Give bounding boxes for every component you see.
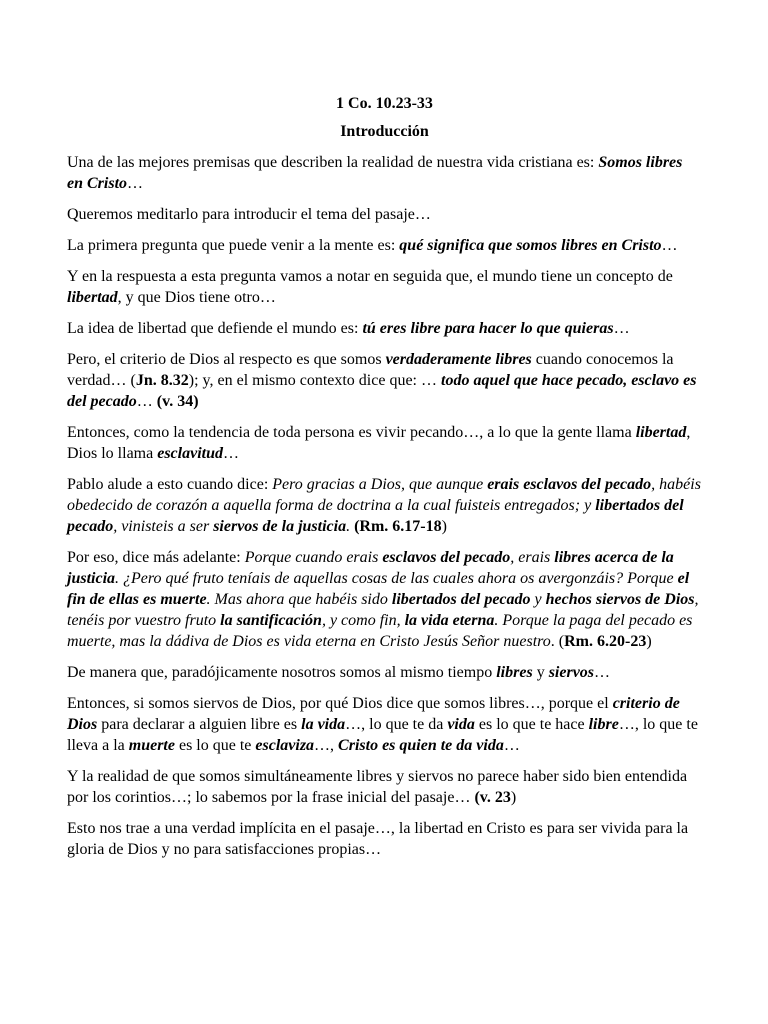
emphasis-text: , erais — [510, 549, 555, 566]
emphasis-text: Somos libres en Cristo — [67, 154, 683, 192]
emphasis-text: y — [530, 591, 546, 608]
paragraph — [67, 152, 702, 194]
emphasis-text: libertad — [67, 289, 118, 306]
emphasis-text: erais esclavos del pecado — [487, 476, 652, 493]
paragraph-text: De manera que, paradójicamente nosotros somos al mismo tiempo — [67, 664, 497, 681]
paragraph-text: Entonces, como la tendencia de toda persona es vivir pecando…, a lo que la gente llama — [67, 424, 636, 441]
paragraph — [67, 662, 702, 683]
emphasis-text: hechos siervos de Dios — [545, 591, 695, 608]
paragraph-text: es lo que te — [174, 737, 256, 754]
emphasis-text: todo aquel que hace pecado, esclavo es del pecado — [67, 372, 697, 410]
paragraph-text: Y en la respuesta a esta pregunta vamos a notar en seguida que, el mundo tiene un concepto de — [67, 268, 673, 285]
paragraph-text: , y que Dios tiene otro… — [117, 289, 276, 306]
paragraph-text: ); y, en el mismo contexto dice que: … — [188, 372, 441, 389]
paragraph — [67, 349, 702, 412]
paragraph-text: …, — [314, 737, 339, 754]
paragraph-text: …, lo que te lleva a la — [67, 716, 698, 754]
paragraph-text: es lo que te hace — [474, 716, 589, 733]
emphasis-text: , tenéis por vuestro fruto — [67, 591, 699, 629]
emphasis-text: el fin de ellas es muerte — [67, 570, 690, 608]
emphasis-text: Rm. 6.20-23 — [564, 633, 647, 650]
emphasis-text: , habéis obedecido de corazón a aquella forma de doctrina a la cual fuisteis entregados; y — [67, 476, 701, 514]
emphasis-text: libertados del pecado — [67, 497, 684, 535]
emphasis-text: . ¿Pero qué fruto teníais de aquellas cosas de las cuales ahora os avergonzáis? Porque — [115, 570, 678, 587]
emphasis-text: libres acerca de la justicia — [67, 549, 674, 587]
emphasis-text: siervos — [548, 664, 595, 681]
emphasis-text: tú eres libre para hacer lo que quieras — [362, 320, 614, 337]
paragraph-text: La idea de libertad que defiende el mundo es: — [67, 320, 363, 337]
emphasis-text: vida — [447, 716, 475, 733]
emphasis-text: libre — [588, 716, 619, 733]
emphasis-text: Pero gracias a Dios, que aunque — [272, 476, 488, 493]
emphasis-text: . Mas ahora que habéis sido — [206, 591, 392, 608]
paragraph-text: . ( — [550, 633, 565, 650]
paragraph-text: Esto nos trae a una verdad implícita en el pasaje…, la libertad en Cristo es para ser vivida para la gloria de Dios y no para satisfacciones propias… — [67, 820, 689, 858]
paragraph-text: … — [136, 393, 157, 410]
paragraph-text: … — [613, 320, 630, 337]
paragraph-text: La primera pregunta que puede venir a la mente es: — [67, 237, 400, 254]
emphasis-text: Cristo es quien te da vida — [338, 737, 504, 754]
emphasis-text: . — [346, 518, 355, 535]
paragraph-text: … — [594, 664, 611, 681]
paragraph — [67, 474, 702, 537]
paragraph-text: Entonces, si somos siervos de Dios, por qué Dios dice que somos libres…, porque el — [67, 695, 613, 712]
paragraph — [67, 318, 702, 339]
paragraph-text: cuando conocemos la verdad… ( — [67, 351, 674, 389]
emphasis-text: la vida eterna — [404, 612, 495, 629]
paragraph-text: … — [503, 737, 520, 754]
section-title: Introducción — [340, 123, 429, 140]
emphasis-text: libertados del pecado — [391, 591, 531, 608]
emphasis-text: (v. 23 — [474, 789, 511, 806]
emphasis-text: (Rm. 6.17-18 — [354, 518, 442, 535]
document-body — [67, 152, 702, 860]
emphasis-text: verdaderamente libres — [385, 351, 532, 368]
emphasis-text: libres — [496, 664, 533, 681]
paragraph — [67, 818, 702, 860]
emphasis-text: libertad — [635, 424, 687, 441]
paragraph-text: para declarar a alguien libre es — [97, 716, 302, 733]
emphasis-text: qué significa que somos libres en Cristo — [399, 237, 662, 254]
emphasis-text: Jn. 8.32 — [135, 372, 189, 389]
paragraph-text: ) — [646, 633, 652, 650]
emphasis-text: , vinisteis a ser — [113, 518, 214, 535]
emphasis-text: criterio de Dios — [67, 695, 680, 733]
emphasis-text: . Porque la paga del pecado es muerte, mas la dádiva de Dios es vida eterna en Cristo Jesús Señor nuestro — [67, 612, 693, 650]
emphasis-text: muerte — [128, 737, 175, 754]
paragraph-text: , Dios lo llama — [67, 424, 691, 462]
paragraph-text: y — [532, 664, 549, 681]
paragraph-text: ) — [510, 789, 517, 806]
paragraph-text: Y la realidad de que somos simultáneamente libres y siervos no parece haber sido bien entendida por los corintios…; lo sabemos por la frase inicial del pasaje… — [67, 768, 688, 806]
paragraph-text: … — [222, 445, 239, 462]
scripture-reference: 1 Co. 10.23-33 — [336, 95, 433, 112]
emphasis-text: la vida — [301, 716, 346, 733]
emphasis-text: (v. 34) — [156, 393, 199, 410]
emphasis-text: Porque cuando erais — [244, 549, 383, 566]
paragraph — [67, 693, 702, 756]
paragraph-text: Pablo alude a esto cuando dice: — [67, 476, 273, 493]
paragraph-text: Queremos meditarlo para introducir el tema del pasaje… — [67, 206, 431, 223]
paragraph-text: … — [127, 175, 144, 192]
paragraph-text: …, lo que te da — [345, 716, 448, 733]
emphasis-text: esclavos del pecado — [382, 549, 511, 566]
paragraph-text: Por eso, dice más adelante: — [67, 549, 245, 566]
emphasis-text: siervos de la justicia — [213, 518, 347, 535]
paragraph-text: ) — [441, 518, 447, 535]
emphasis-text: esclavitud — [157, 445, 223, 462]
paragraph — [67, 422, 702, 464]
paragraph — [67, 235, 702, 256]
paragraph — [67, 204, 702, 225]
paragraph — [67, 547, 702, 652]
paragraph — [67, 766, 702, 808]
emphasis-text: , y como fin, — [321, 612, 405, 629]
paragraph-text: … — [661, 237, 678, 254]
emphasis-text: esclaviza — [255, 737, 315, 754]
paragraph-text: Una de las mejores premisas que describen la realidad de nuestra vida cristiana es: — [67, 154, 599, 171]
paragraph-text: Pero, el criterio de Dios al respecto es que somos — [67, 351, 386, 368]
paragraph — [67, 266, 702, 308]
emphasis-text: la santificación — [220, 612, 322, 629]
